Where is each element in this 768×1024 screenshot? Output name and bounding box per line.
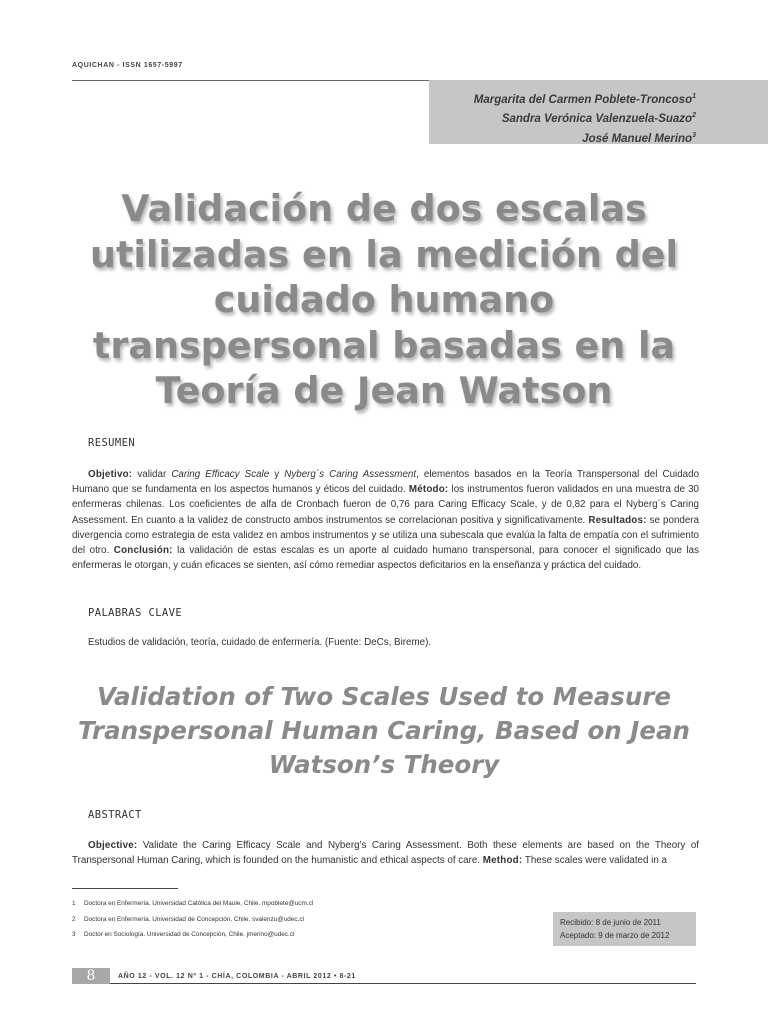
footnote-3: 3 Doctor en Sociología. Universidad de Concepción, Chile. jmerino@udec.cl	[72, 931, 295, 938]
abstract-paragraph: Objective: Validate the Caring Efficacy Scale and Nyberg’s Caring Assessment. Both these elements are based on the Theory of Transpersonal Human Caring, which is founded on the humanistic and ethical aspects of care. Method: These scales were validated in a	[72, 840, 699, 867]
dates-box	[553, 912, 696, 946]
keywords-text: Estudios de validación, teoría, cuidado de enfermería. (Fuente: DeCs, Bireme).	[88, 637, 432, 648]
accepted-date: Aceptado: 9 de marzo de 2012	[560, 930, 670, 940]
page-number: 8	[72, 968, 110, 984]
footnote-1: 1 Doctora en Enfermería. Universidad Católica del Maule, Chile. mpoblete@ucm.cl	[72, 900, 314, 907]
header-rule	[72, 80, 429, 81]
issue-info: AÑO 12 - VOL. 12 Nº 1 - CHÍA, COLOMBIA - ABRIL 2012 • 8-21	[118, 973, 356, 980]
resumen-paragraph: Objetivo: validar Caring Efficacy Scale y Nyberg´s Caring Assessment, elementos basados en la Teoría Transpersonal del Cuidado Humano que se fundamenta en los aspectos humanos y éticos del cuidado. Método: los instrumentos fueron validados en una muestra de 30 enfermeras chilenas. Los coeficientes de alfa de Cronbach fueron de 0,76 para Caring Efficacy Scale, y de 0,82 para el Nyberg´s Caring Assessment. En cuanto a la validez de constructo ambos instrumentos se correlacionan positiva y significativamente. Resultados: se pondera divergencia como estrategia de esta validez en ambos instrumentos y se utiliza una subescala que evalúa la falta de empatía con el sufrimiento del otro. Conclusión: la validación de estas escalas es un aporte al cuidado humano transpersonal, para conocer el significado que las enfermeras le otorgan, y cuán eficaces se sienten, así cómo remediar aspectos deficitarios en la enseñanza y práctica del cuidado.	[72, 469, 700, 572]
footnote-rule	[72, 888, 178, 889]
author-1: Margarita del Carmen Poblete-Troncoso$^1$	[473, 93, 696, 106]
author-2: Sandra Verónica Valenzuela-Suazo$^2$	[501, 112, 696, 126]
author-list	[474, 89, 696, 147]
resumen-heading: RESUMEN	[88, 437, 136, 449]
author-3: José Manuel Merino$^3$	[582, 131, 696, 145]
footnote-2: 2 Doctora en Enfermería. Universidad de Concepción, Chile. svalenzu@udec.cl	[72, 915, 304, 923]
journal-header: AQUICHAN - ISSN 1657-5997	[72, 62, 183, 69]
title-spanish: Validación de dos escalas utilizadas en la medición del cuidado humano transpersonal basadas en la Teoría de Jean Watson	[89, 187, 679, 412]
footnotes	[72, 896, 313, 943]
footer-rule	[72, 983, 696, 984]
received-date: Recibido: 8 de junio de 2011	[560, 918, 661, 927]
palabras-clave-heading: PALABRAS CLAVE	[88, 607, 183, 619]
title-english: Validation of Two Scales Used to Measure Transpersonal Human Caring, Based on Jean Watson’s Theory	[78, 682, 690, 779]
abstract-heading: ABSTRACT	[88, 809, 142, 821]
